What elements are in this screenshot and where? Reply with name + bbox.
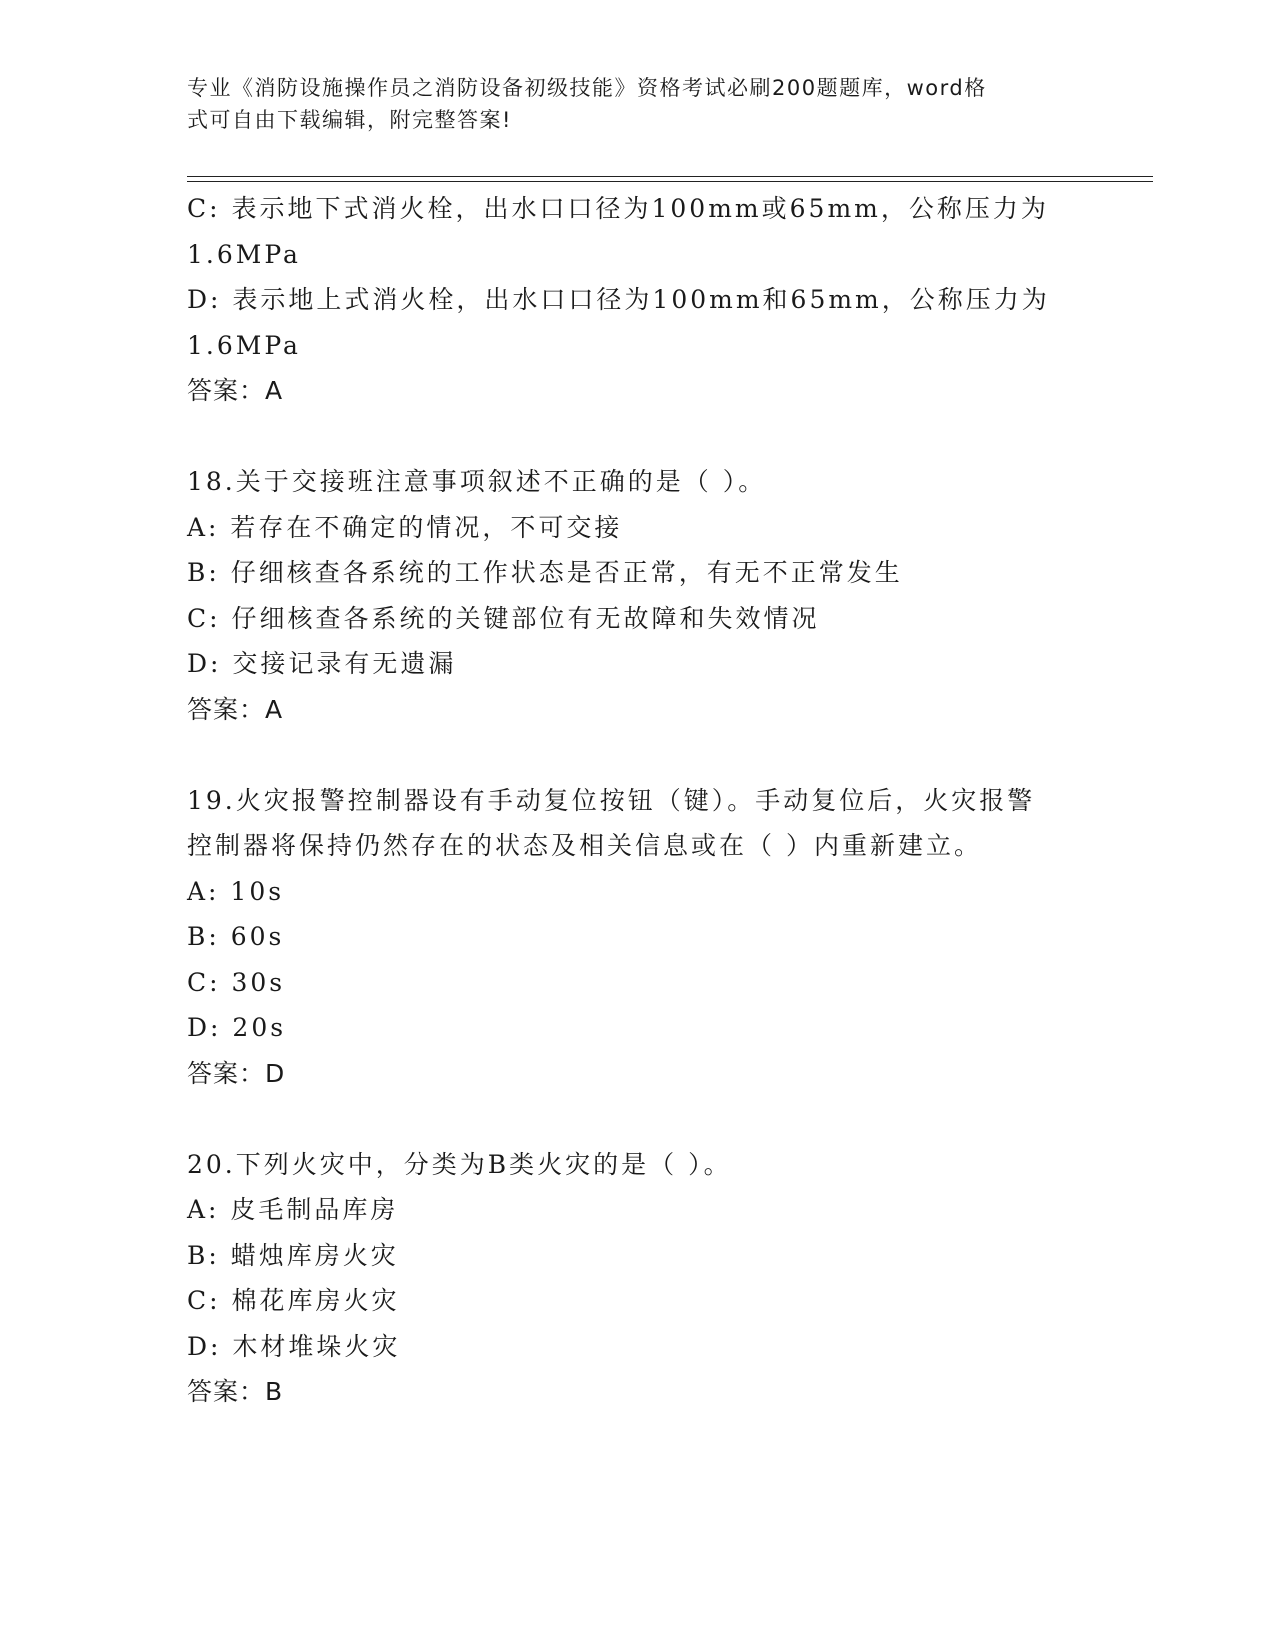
answer: 答案：A [187, 694, 284, 724]
option-a: A: 皮毛制品库房 [187, 1195, 399, 1224]
document-header [187, 72, 1067, 136]
question-20 [187, 1142, 1087, 1415]
continued-question [187, 186, 1087, 414]
question-stem: 20.下列火灾中，分类为B类火灾的是（ ）。 [187, 1149, 732, 1179]
option-b: B: 仔细核查各系统的工作状态是否正常，有无不正常发生 [187, 558, 903, 587]
question-18 [187, 459, 1087, 732]
option-c-continued: 1.6MPa [187, 239, 301, 269]
question-19 [187, 778, 1087, 1097]
header-line-2: 式可自由下载编辑，附完整答案! [187, 108, 512, 132]
header-line-1: 专业《消防设施操作员之消防设备初级技能》资格考试必刷200题题库，word格 [187, 76, 987, 100]
answer: 答案：A [187, 376, 284, 405]
option-c: C: 表示地下式消火栓，出水口口径为100mm或65mm，公称压力为 [187, 194, 1049, 223]
header-rule-bottom [187, 181, 1153, 182]
option-c: C: 30s [187, 967, 286, 997]
option-b: B: 蜡烛库房火灾 [187, 1240, 399, 1270]
answer: 答案：B [187, 1377, 284, 1406]
option-d-continued: 1.6MPa [187, 330, 301, 360]
option-d: D: 20s [187, 1013, 287, 1042]
option-a: A: 若存在不确定的情况，不可交接 [187, 512, 623, 542]
header-rule-top [187, 176, 1153, 177]
option-c: C: 仔细核查各系统的关键部位有无故障和失效情况 [187, 603, 820, 633]
question-stem: 18.关于交接班注意事项叙述不正确的是（ ）。 [187, 467, 767, 496]
question-stem: 19.火灾报警控制器设有手动复位按钮（键）。手动复位后，火灾报警 [187, 785, 1036, 815]
answer: 答案：D [187, 1058, 286, 1088]
question-content [187, 186, 1087, 1415]
option-a: A: 10s [187, 876, 285, 906]
option-d: D: 表示地上式消火栓，出水口口径为100mm和65mm，公称压力为 [187, 285, 1050, 314]
question-stem-continued: 控制器将保持仍然存在的状态及相关信息或在（ ）内重新建立。 [187, 831, 982, 860]
option-c: C: 棉花库房火灾 [187, 1286, 400, 1315]
option-d: D: 交接记录有无遗漏 [187, 649, 457, 678]
option-b: B: 60s [187, 922, 285, 951]
option-d: D: 木材堆垛火灾 [187, 1331, 401, 1361]
